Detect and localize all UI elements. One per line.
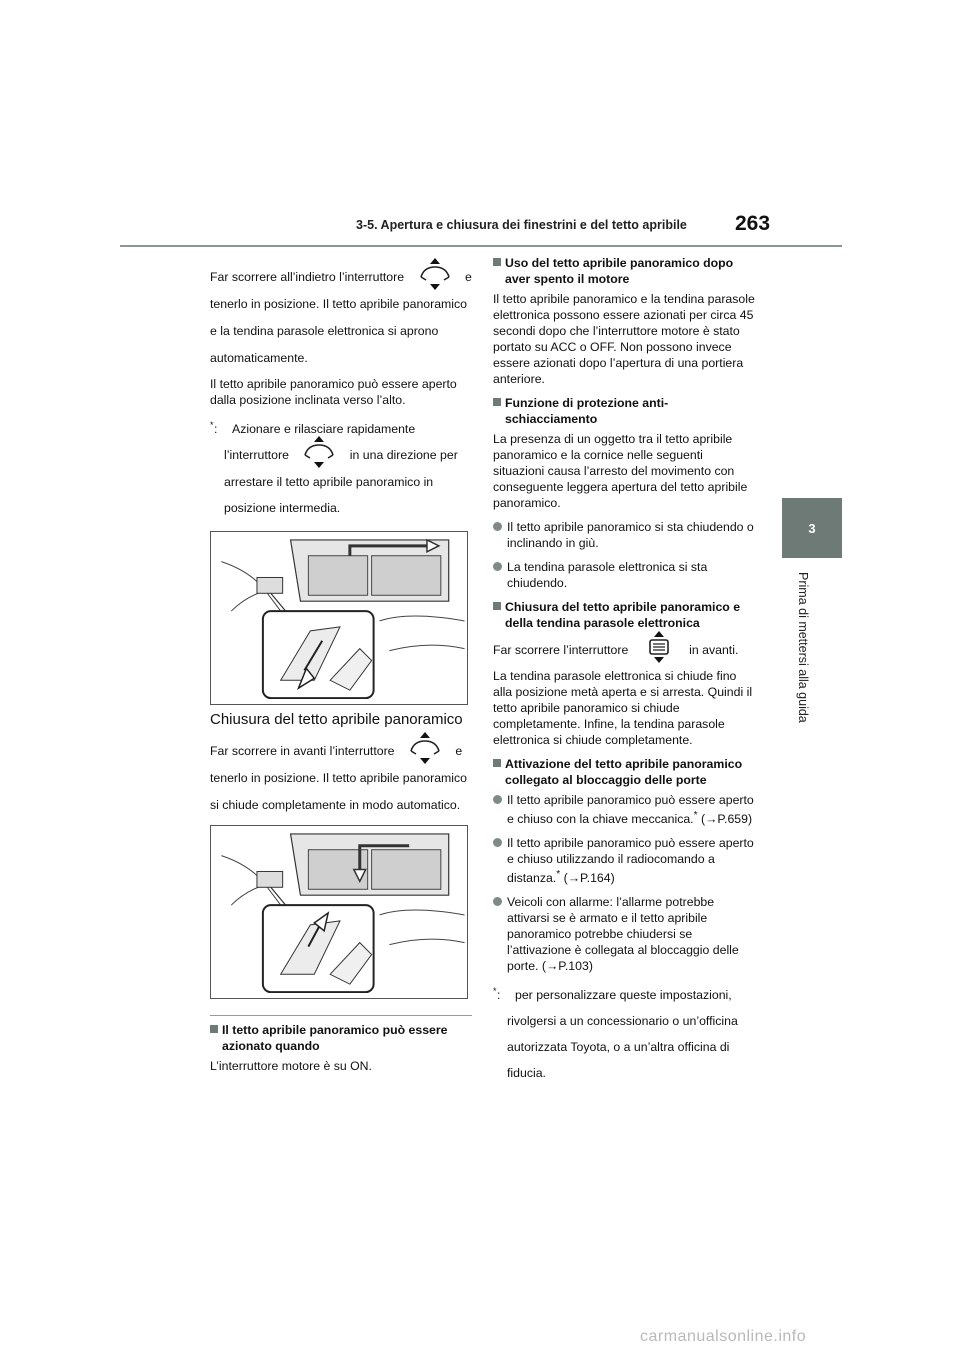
note-text-b: in una direzione per arrestare il tetto apribile panoramico in posizione intermedia.: [224, 448, 458, 515]
page-ref-link[interactable]: (→P.103): [541, 959, 593, 974]
open-text-b: e tenerlo in posizione. Il tetto apribile panoramico e la tendina parasole elettronica si aprono automaticamente.: [210, 270, 472, 365]
operation-condition-text: L’interruttore motore è su ON.: [210, 1058, 372, 1073]
list-item: Il tetto apribile panoramico si sta chiudendo o inclinando in giù.: [493, 519, 755, 551]
watermark: carmanualsonline.info: [640, 1328, 807, 1345]
note-colon: :: [214, 422, 218, 436]
section-title: 3-5. Apertura e chiusura dei finestrini e del tetto apribile: [356, 218, 687, 232]
right-column: [493, 255, 755, 1086]
footnote-text: per personalizzare queste impostazioni, rivolgersi a un concessionario o un’officina autorizzata Toyota, o a un’altra officina di fiducia.: [507, 988, 738, 1081]
close-both-heading: Chiusura del tetto apribile panoramico e della tendina parasole elettronica: [493, 599, 755, 631]
close-both-instruction: [493, 637, 755, 664]
header-rule: [120, 245, 842, 247]
roof-open-drawing: [211, 532, 467, 704]
list-item: [493, 792, 755, 827]
section-divider: [210, 1015, 472, 1016]
customize-footnote: [493, 982, 755, 1086]
list-item: [493, 835, 755, 886]
page-ref-link[interactable]: (→P.164): [563, 871, 615, 886]
page-number: 263: [735, 212, 771, 235]
list-item: [493, 894, 755, 974]
note-asterisk: *: [210, 420, 214, 430]
stop-note: [210, 416, 472, 521]
close-illustration: [210, 825, 468, 999]
open-illustration: [210, 531, 468, 705]
open-text-a: Far scorrere all’indietro l’interruttore: [210, 270, 405, 284]
close-instruction: [210, 738, 472, 819]
roof-switch-icon: [416, 257, 454, 291]
page-ref-link[interactable]: (→P.659): [701, 812, 753, 827]
footnote-colon: :: [497, 988, 501, 1003]
close-heading: Chiusura del tetto apribile panoramico: [210, 710, 463, 728]
open-instruction: [210, 264, 472, 372]
close-both-text-b: in avanti.: [689, 643, 739, 657]
engine-off-text: Il tetto apribile panoramico e la tendina parasole elettronica possono essere azionati per circa 45 secondi dopo che l’interruttore motore è stato portato su ACC o OFF. Non possono invece essere azionati dopo l’apertura di una portiera anteriore.: [493, 292, 755, 386]
tilt-open-text: Il tetto apribile panoramico può essere aperto dalla posizione inclinata verso l’alto.: [210, 377, 457, 407]
chapter-label: Prima di mettersi alla guida: [796, 572, 810, 723]
anti-pinch-heading: Funzione di protezione anti-schiacciamento: [493, 395, 755, 427]
chapter-tab: 3: [782, 498, 842, 558]
footnote-mark: *: [556, 869, 561, 881]
alarm-text: Veicoli con allarme: l’allarme potrebbe attivarsi se è armato e il tetto apribile panoramico potrebbe chiudersi se l’attivazione è collegata al bloccaggio delle porte.: [507, 895, 739, 974]
anti-pinch-text: La presenza di un oggetto tra il tetto apribile panoramico e la cornice nelle seguenti situazioni causa l’arresto del movimento con conseguente leggera apertura del tetto apribile panoramico.: [493, 432, 748, 510]
close-text-a: Far scorrere in avanti l’interruttore: [210, 743, 395, 758]
key-operation-text: Il tetto apribile panoramico può essere aperto e chiuso con la chiave meccanica.: [507, 793, 754, 827]
footnote-asterisk: *: [493, 986, 497, 997]
list-item: La tendina parasole elettronica si sta chiudendo.: [493, 559, 755, 591]
close-both-text-a: Far scorrere l’interruttore: [493, 643, 629, 657]
sunshade-switch-icon: [640, 630, 678, 664]
roof-close-drawing: [211, 826, 467, 998]
left-column: [210, 264, 472, 1082]
roof-switch-icon: [406, 731, 444, 765]
engine-off-heading: Uso del tetto apribile panoramico dopo aver spento il motore: [493, 255, 755, 287]
note-text-a: Azionare e rilasciare rapidamente l’interruttore: [224, 422, 416, 462]
roof-switch-icon: [300, 435, 338, 469]
door-lock-link-heading: Attivazione del tetto apribile panoramico collegato al bloccaggio delle porte: [493, 756, 755, 788]
operation-condition-heading: Il tetto apribile panoramico può essere azionato quando: [210, 1022, 472, 1054]
close-text-b: e tenerlo in posizione. Il tetto apribile panoramico si chiude completamente in modo automatico.: [210, 743, 468, 812]
footnote-mark: *: [693, 810, 698, 821]
close-both-text: La tendina parasole elettronica si chiude fino alla posizione metà aperta e si arresta. Quindi il tetto apribile panoramico si chiude completamente. Infine, la tendina parasole elettronica si chiude completamente.: [493, 669, 753, 747]
remote-operation-text: Il tetto apribile panoramico può essere aperto e chiuso utilizzando il radiocomando a distanza.: [507, 836, 754, 886]
